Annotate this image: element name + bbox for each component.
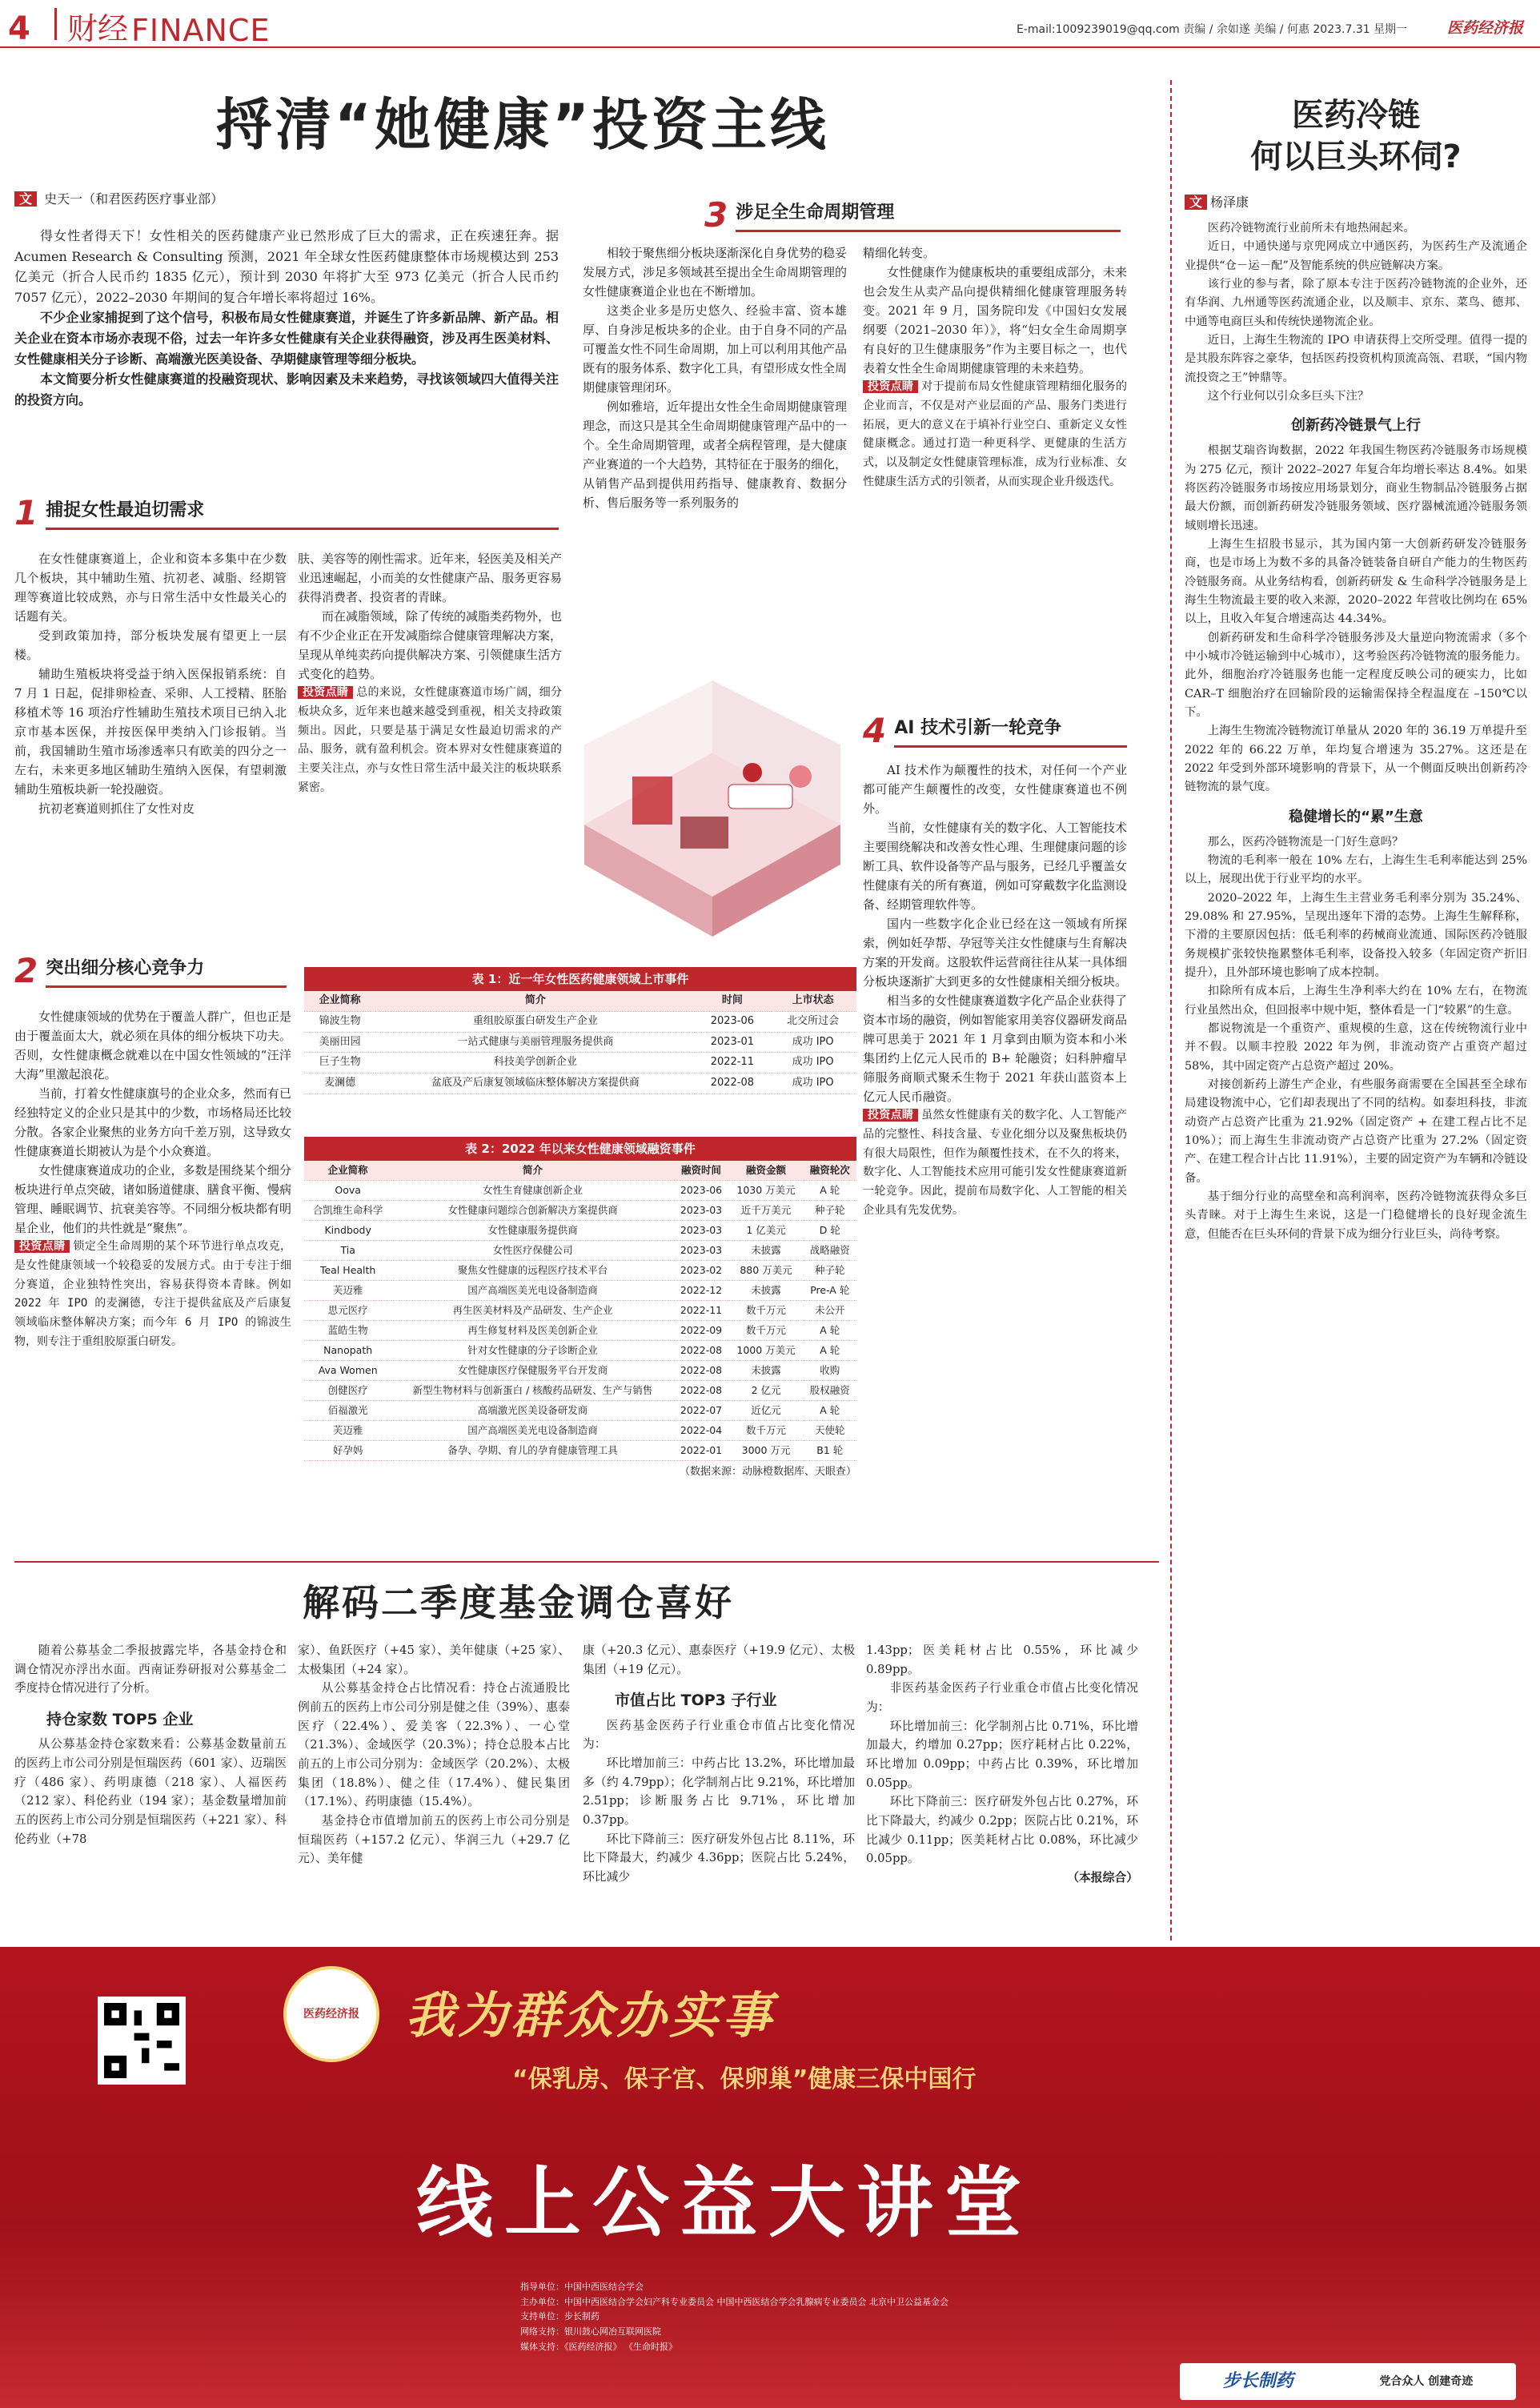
- ad-credit-line: 网络支持：银川鼓心网冶互联网医院: [520, 2326, 661, 2338]
- s1-p1: 在女性健康赛道上，企业和资本多集中在少数几个板块，其中辅助生殖、抗初老、减脂、经期管理等赛道比较成熟，亦与日常生活中女性最关心的话题有关。: [14, 552, 287, 624]
- main-title: 捋清“她健康”投资主线: [216, 92, 830, 158]
- tip2-text: 锁定全生命周期的某个环节进行单点攻克，是女性健康领域一个较稳妥的发展方式。由于专注于细分赛道，企业独特性突出，容易获得资本青睐。例如 2022 年 IPO 的麦澜德，专注于提供盆底及产后康复领域临床整体解决方案；而今年 6 月 IPO 的锦波生物，则专注于重组胶原蛋白研发。: [14, 1240, 292, 1348]
- table2: [304, 1137, 856, 1481]
- table-row: 芙迈雅 国产高端医美光电设备制造商 2022-04 数千万元 天使轮: [304, 1421, 856, 1441]
- ad-banner: [0, 1947, 1540, 2408]
- tip2-label: 投资点睛: [14, 1240, 70, 1253]
- table1-grid: [304, 991, 856, 1094]
- s4-p2: 当前，女性健康有关的数字化、人工智能技术主要围绕解决和改善女性心理、生理健康问题的诊断工具、软件设备等产品与服务，已经几乎覆盖女性健康有关的所有赛道，例如可穿戴数字化监测设备、经期管理软件等。: [863, 821, 1128, 912]
- byline: [14, 189, 223, 210]
- side-p: 近日，中通快递与京兜网成立中通医药，为医药生产及流通企业提供“仓－运－配”及智能系统的供应链解决方案。: [1185, 240, 1527, 272]
- s2-num: 2: [14, 951, 38, 991]
- sidebar-subhead-1: 创新药冷链景气上行: [1291, 417, 1421, 435]
- s1-p5: 肤、美容等的刚性需求。近年来，轻医美及相关产业迅速崛起，小而美的女性健康产品、服务更容易获得消费者、投资者的青睐。: [298, 552, 563, 604]
- side-p: 上海生生物流冷链物流订单量从 2020 年的 36.19 万单提升至 2022 年的 66.22 万单，年均复合增速为 35.27%。这还是在 2022 年受到外部环境影响的背景下，从一个侧面反映出创新药冷链物流的景气度。: [1185, 724, 1527, 794]
- table-row: 蓝皓生物 再生修复材料及医美创新企业 2022-09 数千万元 A 轮: [304, 1321, 856, 1341]
- lead-p2: 不少企业家捕捉到了这个信号，积极布局女性健康赛道，并诞生了许多新品牌、新产品。相关企业在资本市场亦表现不俗，过去一年许多女性健康有关企业获得融资，涉及再生医美材料、女性健康相关分子诊断、高端激光医美设备、孕期健康管理等细分板块。: [14, 310, 559, 367]
- table2-title: 表 2：2022 年以来女性健康领域融资事件: [304, 1137, 856, 1161]
- sidebar-author: 杨泽康: [1210, 195, 1249, 210]
- s3-num: 3: [704, 195, 728, 235]
- tip3-text: 对于提前布局女性健康管理精细化服务的企业而言，不仅是对产业层面的产品、服务门类进行拓展，更大的意义在于填补行业空白、重新定义女性健康概念。通过打造一种更科学、更健康的生活方式，以及制定女性健康管理标准，成为行业标准、女性健康生活方式的引领者，从而实现企业升级迭代。: [863, 380, 1128, 488]
- s2-col: [14, 1007, 291, 1352]
- s2-p1: 女性健康领域的优势在于覆盖人群广，但也正是由于覆盖面太大，就必须在具体的细分板块下功夫。否则，女性健康概念就难以在中国女性领域的“汪洋大海”里激起浪花。: [14, 1009, 291, 1082]
- s3-title: 涉足全生命周期管理: [736, 199, 1121, 232]
- tip1: [298, 684, 562, 798]
- header-meta: E-mail:1009239019@qq.com 责编 / 余如遂 美编 / 何惠 2023.7.31 星期一: [1017, 23, 1408, 36]
- table-row: 麦澜德 盆底及产后康复领域临床整体解决方案提供商 2022-08 成功 IPO: [304, 1074, 856, 1094]
- sponsor-logo-bar: [1180, 2363, 1516, 2400]
- s2-p2: 当前，打着女性健康旗号的企业众多，然而有已经独特定义的企业只是其中的少数，市场格局还比较分散。各家企业聚焦的业务方向千差万别，这导致女性健康赛道长期被认为是个小众赛道。: [14, 1086, 291, 1158]
- sponsor-slogan: 党合众人 创建奇迹: [1379, 2374, 1474, 2388]
- side-p: 该行业的参与者，除了原本专注于医药冷链物流的企业外，还有华润、九州通等医药流通企业，以及顺丰、京东、菜鸟、德邦、中通等电商巨头和传统快递物流企业。: [1185, 277, 1527, 328]
- page-number: 4: [8, 10, 30, 47]
- bottom-p: 环比增加前三：化学制剂占比 0.71%，环比增加最大，约增加 0.27pp；医疗耗材占比 0.22%，环比增加 0.09pp；中药占比 0.39%，环比增加 0.05pp。: [866, 1719, 1138, 1790]
- table-row: 好孕妈 备孕、孕期、育儿的孕育健康管理工具 2022-01 3000 万元 B1 轮: [304, 1441, 856, 1461]
- s1-heading: [14, 490, 559, 538]
- tip3: [863, 378, 1127, 492]
- t2-h0: 企业简称: [304, 1161, 391, 1181]
- bottom-title: 解码二季度基金调仓喜好: [303, 1581, 734, 1624]
- table-row: Oova 女性生育健康创新企业 2023-06 1030 万美元 A 轮: [304, 1181, 856, 1201]
- t2-h3: 融资金额: [729, 1161, 804, 1181]
- s4-col: [863, 761, 1127, 1221]
- table-row: 芙迈雅 国产高端医美光电设备制造商 2022-12 未披露 Pre-A 轮: [304, 1281, 856, 1301]
- bottom-p: 康（+20.3 亿元）、惠泰医疗（+19.9 亿元）、太极集团（+19 亿元）。: [583, 1643, 855, 1676]
- qr-code: [98, 1997, 186, 2085]
- bottom-p: 非医药基金医药子行业重仓市值占比变化情况为：: [866, 1681, 1138, 1715]
- ad-credit-line: 媒体支持：《医药经济报》 《生命时报》: [520, 2341, 677, 2352]
- s2-heading: [14, 948, 287, 996]
- bottom-p: 从公募基金持仓家数来看：公募基金数量前五的医药上市公司分别是恒瑞医药（601 家）、迈瑞医疗（486 家）、药明康德（218 家）、人福医药（212 家）、科伦药业（194 家）；基金数量增加前五的医药上市公司分别是恒瑞医药（+221 家）、科伦药业（+78: [14, 1737, 287, 1846]
- sidebar-subhead-2: 稳健增长的“累”生意: [1289, 808, 1423, 825]
- page-header: [0, 0, 1540, 48]
- sidebar-byline-tag: 文: [1185, 195, 1207, 210]
- t1-h3: 上市状态: [769, 991, 856, 1011]
- bottom-p: 环比增加前三：中药占比 13.2%，环比增加最多（约 4.79pp）；化学制剂占比 9.21%，环比增加 2.51pp；诊断服务占比 9.71%，环比增加 0.37pp。: [583, 1756, 855, 1828]
- s3-p1: 相较于聚焦细分板块逐渐深化自身优势的稳妥发展方式，涉足多领域甚至提出全生命周期管理的女性健康赛道企业也在不断增加。: [583, 246, 848, 299]
- table-row: 锦波生物 重组胶原蛋白研发生产企业 2023-06 北交所过会: [304, 1011, 856, 1032]
- s3-p5: 女性健康作为健康板块的重要组成部分，未来也会发生从卖产品向提供精细化健康管理服务转变。2021 年 9 月，国务院印发《中国妇女发展纲要（2021–2030 年）》，将“妇女全生命周期享有良好的卫生健康服务”作为主要目标之一，也代表着女性全生命周期健康管理的未来趋势。: [863, 265, 1128, 375]
- side-p: 对接创新药上游生产企业，有些服务商需要在全国甚至全球布局建设物流中心，它们却表现出了不同的结构。如泰坦科技，非流动资产占总资产比重为 21.92%（固定资产 + 在建工程占比不足 10%）；而上海生生非流动资产占总资产比重为 27.2%（固定资产、在建工程合计占比 11.91%），主要的固定资产为车辆和冷链设备。: [1185, 1078, 1527, 1185]
- s1-p6: 而在减脂领域，除了传统的减脂类药物外，也有不少企业正在开发减脂综合健康管理解决方案，呈现从单纯卖药向提供解决方案、引领健康生活方式变化的趋势。: [298, 609, 563, 681]
- side-p: 那么，医药冷链物流是一门好生意吗？: [1207, 835, 1404, 849]
- t2-h4: 融资轮次: [804, 1161, 856, 1181]
- t1-h0: 企业简称: [304, 991, 375, 1011]
- s3-p3: 例如雅培，近年提出女性全生命周期健康管理理念，而这只是其全生命周期健康管理产品中的一个。全生命周期管理，或者全病程管理，是大健康产业赛道的一个大趋势，其特征在于服务的细化，从销售产品到提供用药指导、健康教育、数据分析、售后服务等一系列服务的: [583, 399, 848, 510]
- ad-seal: [283, 1966, 379, 2062]
- paper-logo: 医药经济报: [1447, 19, 1524, 37]
- bottom-p: 家）、鱼跃医疗（+45 家）、美年健康（+25 家）、太极集团（+24 家）。: [298, 1643, 570, 1676]
- bottom-col-4: [866, 1641, 1138, 1888]
- s4-p3: 国内一些数字化企业已经在这一领域有所探索，例如妊孕帮、孕冠等关注女性健康与生育解决方案的开发商。这股软件运营商往往从某一具体细分板块逐渐扩大到更多的女性健康相关细分板块。: [863, 917, 1128, 989]
- illustration: [560, 680, 864, 953]
- tip2: [14, 1238, 291, 1352]
- side-p: 扣除所有成本后，上海生生净利率大约在 10% 左右，在物流行业虽然出众，但回报率中规中矩，整体看是一门“较累”的生意。: [1185, 985, 1527, 1017]
- side-p: 这个行业何以引众多巨头下注？: [1207, 389, 1370, 403]
- ad-credit-line: 指导单位：中国中西医结合学会: [520, 2282, 644, 2292]
- bottom-divider: [14, 1561, 1159, 1563]
- t2-h1: 简介: [391, 1161, 673, 1181]
- tip4-text: 虽然女性健康有关的数字化、人工智能产品的完整性、科技含量、专业化细分以及聚焦板块仍有很大局限性，但作为颠覆性技术，在不久的将来，数字化、人工智能技术应用可能引发女性健康赛道新一轮竞争。因此，提前布局数字化、人工智能的相关企业具有先发优势。: [863, 1109, 1128, 1217]
- t2-h2: 融资时间: [674, 1161, 729, 1181]
- s4-p4: 相当多的女性健康赛道数字化产品企业获得了资本市场的融资，例如智能家用美容仪器研发商品牌可思美于 2021 年 1 月拿到由顺为资本和小米集团约上亿元人民币的 B+ 轮融资；妇科肿瘤早筛服务商顺式聚禾生物于 2021 年获山蓝资本上亿元人民币融资。: [863, 993, 1128, 1104]
- bottom-p: 从公募基金持仓占比情况看：持仓占流通股比例前五的医药上市公司分别是健之佳（39%）、惠泰医疗（22.4%）、爱美客（22.3%）、一心堂（21.3%）、金域医学（20.3%）；持仓总股本占比前五的上市公司分别为：金域医学（20.2%）、太极集团（18.8%）、健之佳（17.4%）、健民集团（17.1%）、药明康德（15.4%）。: [298, 1681, 570, 1809]
- bottom-credit: （本报综合）: [1067, 1871, 1138, 1885]
- s1-title: 捕捉女性最迫切需求: [46, 496, 559, 530]
- table1-title: 表 1：近一年女性医药健康领域上市事件: [304, 967, 856, 991]
- table2-grid: [304, 1161, 856, 1461]
- tip1-text: 总的来说，女性健康赛道市场广阔，细分板块众多，近年来也越来越受到重视，相关支持政策频出。因此，只要是基于满足女性最迫切需求的产品、服务，就有盈利机会。资本界对女性健康赛道的主要关注点，亦与女性日常生活中最关注的板块联系紧密。: [298, 686, 563, 794]
- bottom-col-1: [14, 1641, 287, 1848]
- section-name: 财经: [67, 11, 129, 46]
- s1-p2: 受到政策加持，部分板块发展有望更上一层楼。: [14, 628, 287, 662]
- bottom-p: 环比下降前三：医疗研发外包占比 0.27%，环比下降最大，约减少 0.2pp；医院占比 0.21%，环比减少 0.11pp；医美耗材占比 0.08%，环比减少 0.05pp。: [866, 1795, 1138, 1866]
- bottom-col-3: [583, 1641, 855, 1887]
- ad-credit-line: 主办单位：中国中西医结合学会妇产科专业委员会 中国中西医结合学会乳腺病专业委员会 北京中卫公益基金会: [520, 2296, 948, 2307]
- table-row: Teal Health 聚焦女性健康的远程医疗技术平台 2023-02 880 万美元 种子轮: [304, 1261, 856, 1281]
- tip1-label: 投资点睛: [298, 686, 353, 699]
- lead: [14, 226, 559, 410]
- side-p: 根据艾瑞咨询数据，2022 年我国生物医药冷链服务市场规模为 275 亿元，预计 2022–2027 年复合年均增长率达 8.4%。如果将医药冷链服务市场按应用场景划分，商业生物制品冷链服务占据最大份额，而创新药研发冷链服务领域、医疗器械流通冷链服务领域则增长迅速。: [1185, 444, 1527, 532]
- ad-credits: [520, 2280, 948, 2354]
- s4-heading: [863, 708, 1127, 756]
- table-row: 合凯维生命科学 女性健康问题综合创新解决方案提供商 2023-03 近千万美元 种子轮: [304, 1201, 856, 1221]
- side-p: 近日，上海生生物流的 IPO 申请获得上交所受理。值得一提的是其股东阵容之豪华，包括医药投资机构顶流高瓴、君联，“国内物流投资之王”钟鼎等。: [1185, 333, 1527, 384]
- side-p: 物流的毛利率一般在 10% 左右，上海生生毛利率能达到 25% 以上，展现出优于行业平均的水平。: [1185, 854, 1527, 886]
- tip4-label: 投资点睛: [863, 1109, 918, 1122]
- side-p: 创新药研发和生命科学冷链服务涉及大量逆向物流需求（多个中小城市冷链运输到中心城市），这考验医药冷链物流的服务能力。此外，细胞治疗冷链服务也能一定程度反映公司的硬实力，比如 CAR–T 细胞治疗在回输阶段的运输需保持全程温度在 –150℃以下。: [1185, 631, 1527, 719]
- bottom-p: 1.43pp；医美耗材占比 0.55%，环比减少 0.89pp。: [866, 1643, 1138, 1676]
- ad-credit-line: 支持单位：步长制药: [520, 2311, 600, 2322]
- author: 史天一（和君医药医疗事业部）: [44, 191, 224, 207]
- s3-col-b: [863, 243, 1127, 492]
- table-row: 美丽田园 一站式健康与美丽管理服务提供商 2023-01 成功 IPO: [304, 1032, 856, 1053]
- tip3-label: 投资点睛: [863, 380, 918, 393]
- s2-p3: 女性健康赛道成功的企业，多数是围绕某个细分板块进行单点突破，诸如肠道健康、膳食平衡、慢病管理、睡眠调节、抗衰美容等。不同细分板块都有明星企业，他们的共性就是“聚焦”。: [14, 1163, 291, 1235]
- ad-subtitle: “保乳房、保子宫、保卵巢”健康三保中国行: [512, 2065, 977, 2093]
- s3-heading: [704, 192, 1121, 240]
- sidebar-title-1: 医药冷链: [1292, 97, 1420, 134]
- s3-p4: 精细化转变。: [863, 246, 936, 260]
- seal-text: 医药经济报: [303, 2007, 359, 2021]
- s1-col-b: [298, 549, 562, 798]
- bottom-p: 基金持仓市值增加前五的医药上市公司分别是恒瑞医药（+157.2 亿元）、华润三九（+29.7 亿元）、美年健: [298, 1814, 570, 1866]
- s4-p1: AI 技术作为颠覆性的技术，对任何一个产业都可能产生颠覆性的改变，女性健康赛道也不例外。: [863, 763, 1127, 816]
- side-p: 基于细分行业的高壁垒和高利润率，医药冷链物流获得众多巨头青睐。对于上海生生来说，这是一门稳健增长的良好现金流生意，但能否在巨头环伺的背景下成为细分行业巨头，尚待考察。: [1185, 1190, 1527, 1241]
- ad-title: 线上公益大讲堂: [416, 2158, 1033, 2248]
- sidebar-title-2: 何以巨头环伺?: [1250, 138, 1462, 175]
- s1-p3: 辅助生殖板块将受益于纳入医保报销系统：自 7 月 1 日起，促排卵检查、采卵、人工授精、胚胎移植术等 16 项治疗性辅助生殖技术项目已纳入北京市基本医保，并按医保甲类纳入门诊报销。当前，我国辅助生殖市场渗透率只有欧美的四分之一左右，未来更多地区辅助生殖纳入医保，有望刺激辅助生殖板块新一轮投融资。: [14, 667, 287, 797]
- table-row: 巨子生物 科技美学创新企业 2022-11 成功 IPO: [304, 1053, 856, 1074]
- bottom-col-2: [298, 1641, 570, 1868]
- table-row: Kindbody 女性健康服务提供商 2023-03 1 亿美元 D 轮: [304, 1221, 856, 1241]
- table-source: （数据来源：动脉橙数据库、天眼查）: [679, 1466, 856, 1478]
- ad-slogan: 我为群众办实事: [405, 1986, 776, 2045]
- sponsor-logo: 步长制药: [1222, 2371, 1293, 2392]
- s3-col-a: [583, 243, 847, 512]
- byline-tag: 文: [14, 191, 37, 207]
- lead-p3: 本文简要分析女性健康赛道的投融资现状、影响因素及未来趋势，寻找该领域四大值得关注的投资方向。: [14, 371, 559, 407]
- bottom-subhead-1: 持仓家数 TOP5 企业: [46, 1711, 194, 1729]
- bottom-subhead-2: 市值占比 TOP3 子行业: [615, 1692, 777, 1710]
- side-p: 医药冷链物流行业前所未有地热闹起来。: [1207, 221, 1415, 235]
- table1: [304, 967, 856, 1094]
- table-row: Nanopath 针对女性健康的分子诊断企业 2022-08 1000 万美元 A 轮: [304, 1341, 856, 1361]
- table-row: 创健医疗 新型生物材料与创新蛋白 / 核酸药品研发、生产与销售 2022-08 2 亿元 股权融资: [304, 1381, 856, 1401]
- bottom-p: 环比下降前三：医疗研发外包占比 8.11%，环比下降最大，约减少 4.36pp；医院占比 5.24%，环比减少: [583, 1832, 855, 1884]
- sidebar: [1185, 94, 1527, 1244]
- table-row: 思元医疗 再生医美材料及产品研发、生产企业 2022-11 数千万元 未公开: [304, 1301, 856, 1321]
- s4-num: 4: [863, 711, 887, 751]
- s4-title: AI 技术引新一轮竞争: [894, 714, 1127, 748]
- table-row: Ava Women 女性健康医疗保健服务平台开发商 2022-08 未披露 收购: [304, 1361, 856, 1381]
- s1-p4: 抗初老赛道则抓住了女性对皮: [38, 801, 195, 816]
- table-row: Tia 女性医疗保健公司 2023-03 未披露 战略融资: [304, 1241, 856, 1261]
- s3-p2: 这类企业多是历史悠久、经验丰富、资本雄厚、自身涉足板块多的企业。由于自身不同的产品可覆盖女性不同生命周期，加上可以利用其他产品既有的服务体系、数字化工具，有望形成女性全周期健康管理闭环。: [583, 303, 848, 395]
- s1-num: 1: [14, 493, 38, 533]
- t1-h2: 时间: [695, 991, 769, 1011]
- side-p: 2020–2022 年，上海生生主营业务毛利率分别为 35.24%、29.08% 和 27.95%，呈现出逐年下滑的态势。上海生生解释称，下滑的主要原因包括：低毛利率的药械商业流通、国际医药冷链服务规模扩张较快拖累整体毛利率，设备投入较多（年固定资产折旧提升），且外部环境也影响了成本控制。: [1185, 891, 1527, 980]
- table-row: 佰福激光 高端激光医美设备研发商 2022-07 近亿元 A 轮: [304, 1401, 856, 1421]
- t1-h1: 简介: [375, 991, 695, 1011]
- section-name-en: FINANCE: [131, 13, 271, 48]
- side-p: 上海生生招股书显示，其为国内第一大创新药研发冷链服务商，也是市场上为数不多的具备冷链装备自研自产能力的生物医药冷链服务商。从业务结构看，创新药研发 & 生命科学冷链服务是上海生生物流最主要的收入来源，2020–2022 年营收比例均在 65% 以上，且收入年复合增速高达 44.34%。: [1185, 537, 1527, 626]
- tip4: [863, 1106, 1127, 1221]
- side-p: 都说物流是一个重资产、重规模的生意，这在传统物流行业中并不假。以顺丰控股 2022 年为例，非流动资产占重资产超过 58%，其中固定资产占总资产超过 20%。: [1185, 1022, 1527, 1073]
- bottom-p: 随着公募基金二季报披露完毕，各基金持仓和调仓情况亦浮出水面。西南证券研报对公募基金二季度持仓情况进行了分析。: [14, 1643, 287, 1696]
- bottom-p: 医药基金医药子行业重仓市值占比变化情况为：: [583, 1718, 855, 1752]
- s1-col-a: [14, 549, 287, 818]
- s2-title: 突出细分核心竞争力: [46, 954, 287, 988]
- lead-p1: 得女性者得天下！女性相关的医药健康产业已然形成了巨大的需求，正在疾速狂奔。据 Acumen Research & Consulting 预测，2021 年全球女性医药健康整体市场规模达到 253 亿美元（折合人民币约 1835 亿元），预计到 2030 年将扩大至 973 亿美元（折合人民币约 7057 亿元），2022–2030 年期间的复合年增长率将超过 16%。: [14, 228, 559, 305]
